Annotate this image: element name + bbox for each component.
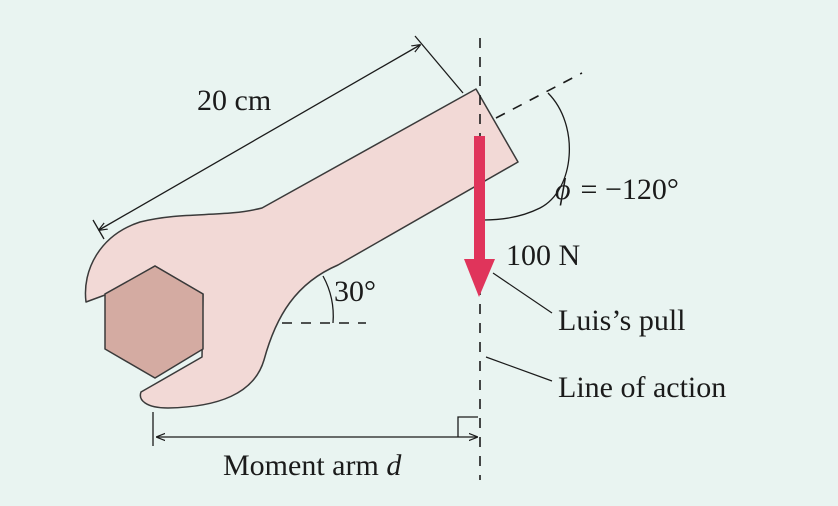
phi-symbol: ϕ xyxy=(555,173,571,206)
pull-label: Luis’s pull xyxy=(558,304,686,337)
moment-arm-label xyxy=(223,449,402,482)
force-label: 100 N xyxy=(506,239,581,272)
length-label: 20 cm xyxy=(197,84,272,117)
line-of-action-label: Line of action xyxy=(558,371,727,404)
angle-30-label: 30° xyxy=(334,275,376,308)
moment-arm-text: Moment arm xyxy=(223,449,387,482)
phi-value: = −120° xyxy=(580,173,679,206)
force-arrow-shaft xyxy=(474,136,485,262)
moment-arm-variable: d xyxy=(386,449,402,482)
